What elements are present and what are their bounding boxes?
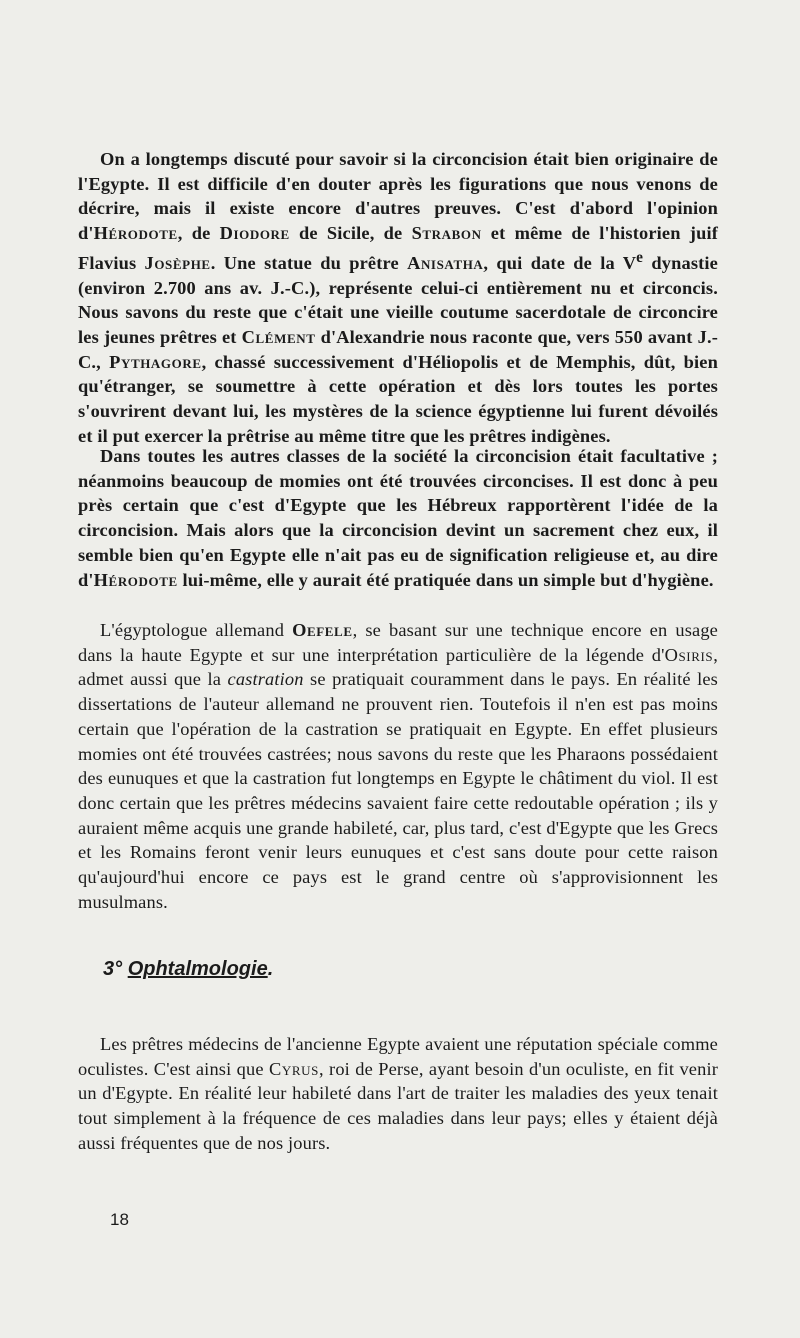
name-herodote: Hérodote (93, 223, 178, 244)
text-run: , se basant sur une technique encore en usage dans la haute Egypte et sur une interprétation particulière de la légende d' (78, 620, 718, 665)
name-diodore: Diodore (219, 223, 290, 244)
text-run: Les prêtres médecins de l'ancienne Egypte avaient une réputation spéciale comme oculistes. C'est ainsi que (78, 1034, 718, 1079)
name-clement: Clément (241, 327, 316, 348)
text-run: Dans toutes les autres classes de la société la circoncision était facultative ; néanmoins beaucoup de momies ont été trouvées circoncises. Il est donc à peu près certain que c'est d'Egypte que les Hébreux rapportèrent l'idée de la circoncision. Mais alors que la circoncision devint un sacrement chez eux, il semble bien qu'en Egypte elle n'ait pas eu de signification religieuse et, au dire d' (78, 446, 718, 590)
paragraph-text (78, 1032, 718, 1156)
text-run: et même de l'historien juif Flavius (78, 223, 718, 273)
paragraph-ophtalmologie (78, 1032, 718, 1156)
term-castration: castration (227, 669, 304, 690)
text-run: , admet aussi que la (78, 644, 718, 690)
paragraph-text (78, 618, 718, 914)
name-anisatha: Anisatha (407, 252, 484, 273)
text-run: se pratiquait couramment dans le pays. En réalité les dissertations de l'auteur allemand ne prouvent rien. Toutefois il n'en est pas moins certain que l'opération de la castration se pratiquait en Egypte. En effet plusieurs momies ont été trouvées castrées; nous savons du reste que les Pharaons possédaient des eunuques et que la castration fut longtemps en Egypte le châtiment du viol. Il est donc certain que les prêtres médecins savaient faire cette redoutable opération ; ils y auraient même acquis une grande habileté, car, plus tard, c'est d'Egypte que les Grecs et les Romains feront venir leurs eunuques et c'est sans doute pour cette raison qu'aujourd'hui encore ce pays est le grand centre où s'approvisionnent les musulmans. (78, 669, 718, 912)
paragraph-circoncision-origine (78, 147, 718, 449)
text-run: On a longtemps discuté pour savoir si la circoncision était bien originaire de l'Egypte. Il est difficile d'en douter après les figurations que nous venons de décrire, mais il existe encore d'autres preuves. C'est d'abord l'opinion d' (78, 149, 718, 244)
paragraph-text (78, 444, 718, 592)
paragraph-castration (78, 618, 718, 914)
text-run: , de (177, 223, 220, 244)
text-run: lui-même, elle y aurait été pratiquée dans un simple but d'hygiène. (177, 569, 714, 590)
name-pythagore: Pythagore (109, 351, 202, 372)
superscript: e (636, 248, 644, 266)
section-number: 3° (103, 958, 123, 980)
text-run: , chassé successivement d'Héliopolis et de Memphis, dût, bien qu'étranger, se soumettre à cette opération et dès lors toutes les portes s'ouvrirent devant lui, les mystères de la science égyptienne lui furent dévoilés et il put exercer la prêtrise au même titre que les prêtres indigènes. (78, 351, 718, 446)
section-heading (103, 958, 273, 981)
paragraph-circoncision-hebreux (78, 444, 718, 592)
paragraph-text (78, 147, 718, 449)
name-strabon: Strabon (411, 223, 482, 244)
name-josephe: Josèphe (144, 252, 211, 273)
text-run: . Une statue du prêtre (210, 252, 408, 273)
text-run: L'égyptologue allemand (100, 620, 293, 640)
text-run: , qui date de la V (483, 252, 637, 273)
page-number: 18 (110, 1210, 129, 1229)
name-herodote: Hérodote (93, 569, 178, 590)
section-period: . (267, 958, 274, 980)
text-run: de Sicile, de (289, 223, 412, 244)
name-oefele: Oefele (292, 620, 353, 640)
name-cyrus: Cyrus (269, 1058, 319, 1079)
section-title: Ophtalmologie (127, 958, 268, 980)
name-osiris: Osiris (664, 644, 714, 665)
text-run: d'Alexandrie nous raconte que, vers 550 avant J.-C., (78, 327, 719, 372)
text-run: , roi de Perse, ayant besoin d'un oculiste, en fit venir un d'Egypte. En réalité leur habileté dans l'art de traiter les maladies des yeux tenait tout simplement à la fréquence de ces maladies dans leur pays; elles y étaient déjà aussi fréquentes que de nos jours. (78, 1058, 718, 1153)
text-run: dynastie (environ 2.700 ans av. J.-C.), représente celui-ci entièrement nu et circoncis. Nous savons du reste que c'était une vieille coutume sacerdotale de circoncire les jeunes prêtres et (78, 252, 718, 348)
